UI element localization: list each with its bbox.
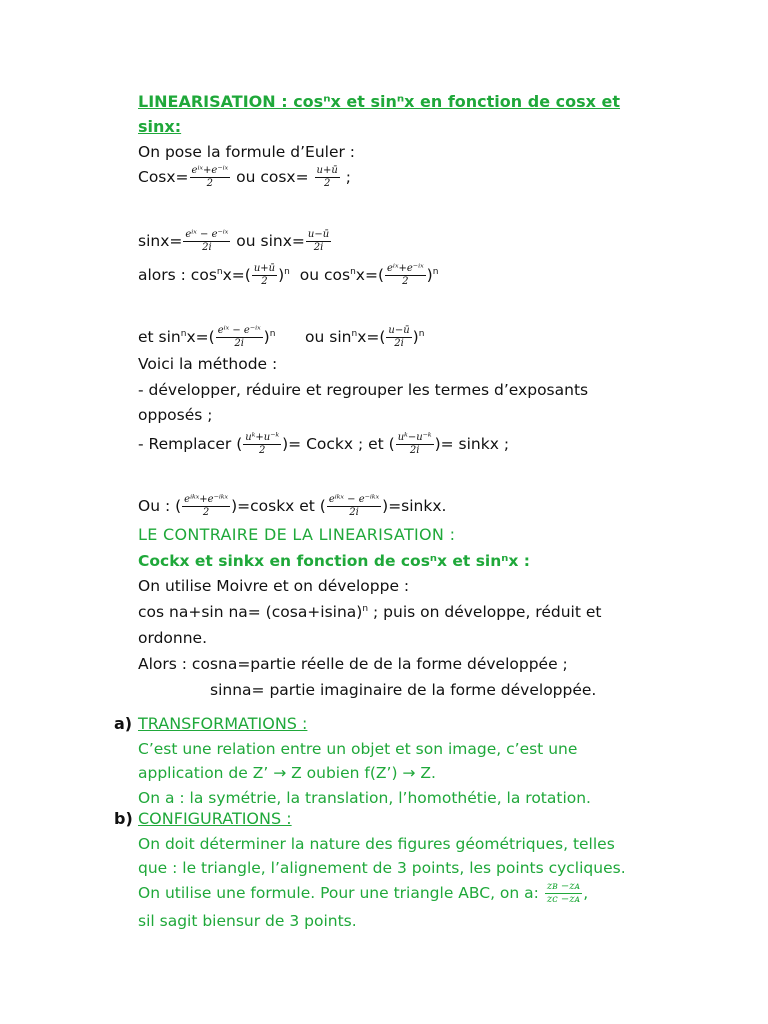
cos-formula: Cosx= $\frac{\text{eⁱˣ+e⁻ⁱˣ}}{2}$ ou cosx= $\frac{u+ū}{2}$ ;	[138, 165, 351, 189]
section-title-configurations: CONFIGURATIONS :	[138, 809, 292, 828]
fraction: $\frac{u-ū}{2i}$	[307, 229, 330, 253]
method-step-2: - Remplacer ( $\frac{\text{uᵏ+u⁻ᵏ}}{2}$ )= Cockx ; et ( $\frac{\text{uᵏ−u⁻ᵏ}}{2i}$ )= sinkx ;	[138, 432, 510, 456]
fraction: $\frac{\text{eⁱˣ+e⁻ⁱˣ}}{2}$	[387, 263, 424, 287]
cosn-formula: alors : $\cos^nx=$( $\frac{u+ū}{2}$ )$^n$ ou $\cos^nx=$( $\frac{\text{eⁱˣ+e⁻ⁱˣ}}{2}$ )$^n$	[138, 263, 439, 287]
configurations-line-1: On doit déterminer la nature des figures géométriques, telles	[138, 835, 615, 853]
section-title-contraire: LE CONTRAIRE DE LA LINEARISATION :	[138, 525, 456, 544]
section-title-transformations: TRANSFORMATIONS :	[138, 714, 308, 733]
fraction: $\frac{u+ū}{2}$	[253, 263, 276, 287]
configurations-line-2: que : le triangle, l’alignement de 3 points, les points cycliques.	[138, 859, 626, 877]
section-title-linearisation: LINEARISATION : cosⁿx et sinⁿx en fonction de cosx et	[138, 92, 621, 111]
fraction: $\frac{u-ū}{2i}$	[388, 325, 410, 349]
ou-formula: Ou : ( $\frac{\text{eⁱᵏˣ+e⁻ⁱᵏˣ}}{2}$ )=coskx et ( $\frac{\text{eⁱᵏˣ − e⁻ⁱᵏˣ}}{2i}$ )=sinkx.	[138, 494, 447, 518]
fraction: $\frac{\text{zʙ −zᴀ}}{\text{zᴄ −zᴀ}}$	[546, 881, 581, 905]
moivre-formula: cos na+sin $na= (\cos a+isina)^n$ ; puis on développe, réduit et	[138, 603, 602, 621]
list-marker-a: a)	[114, 714, 133, 733]
transformations-line-2: application de Z’ → Z oubien f(Z’) → Z.	[138, 764, 436, 782]
euler-intro: On pose la formule d’Euler :	[138, 143, 356, 161]
transformations-line-3: On a : la symétrie, la translation, l’homothétie, la rotation.	[138, 789, 591, 807]
section-title-linearisation-cont: sinx:	[138, 117, 182, 136]
configurations-line-4: sil sagit biensur de 3 points.	[138, 912, 357, 930]
sinn-formula: et $\sin^nx=$( $\frac{\text{eⁱˣ − e⁻ⁱˣ}}{2i}$ )$^n$ ou $\sin^nx=$( $\frac{u-ū}{2i}$ )$^n$	[138, 325, 425, 349]
fraction: $\frac{\text{eⁱᵏˣ+e⁻ⁱᵏˣ}}{2}$	[184, 494, 229, 518]
ordonne-text: ordonne.	[138, 629, 208, 647]
fraction: $\frac{\text{uᵏ−u⁻ᵏ}}{2i}$	[397, 432, 432, 456]
sinna-text: sinna= partie imaginaire de la forme développée.	[210, 681, 597, 699]
method-step-1-cont: opposés ;	[138, 406, 213, 424]
cosna-text: Alors : cosna=partie réelle de de la forme développée ;	[138, 655, 568, 673]
fraction: $\frac{\text{eⁱˣ − e⁻ⁱˣ}}{2i}$	[217, 325, 261, 349]
fraction: $\frac{\text{eⁱˣ+e⁻ⁱˣ}}{2}$	[191, 165, 229, 189]
fraction: $\frac{\text{uᵏ+u⁻ᵏ}}{2}$	[245, 432, 280, 456]
fraction: $\frac{\text{eⁱˣ − e⁻ⁱˣ}}{2i}$	[185, 229, 229, 253]
moivre-text: On utilise Moivre et on développe :	[138, 577, 410, 595]
transformations-line-1: C’est une relation entre un objet et son image, c’est une	[138, 740, 578, 758]
configurations-line-3: On utilise une formule. Pour une triangle ABC, on a: $\frac{\text{zʙ −zᴀ}}{\text{zᴄ −zᴀ}}$ ,	[138, 881, 589, 905]
section-subtitle-contraire: Cockx et sinkx en fonction de cosⁿx et sinⁿx :	[138, 552, 530, 570]
list-marker-b: b)	[114, 809, 133, 828]
fraction: $\frac{\text{eⁱᵏˣ − e⁻ⁱᵏˣ}}{2i}$	[328, 494, 380, 518]
method-intro: Voici la méthode :	[138, 355, 278, 373]
method-step-1: - développer, réduire et regrouper les termes d’exposants	[138, 381, 589, 399]
fraction: $\frac{u+ū}{2}$	[316, 165, 338, 189]
sin-formula: sinx= $\frac{\text{eⁱˣ − e⁻ⁱˣ}}{2i}$ ou sinx= $\frac{u-ū}{2i}$	[138, 229, 330, 253]
